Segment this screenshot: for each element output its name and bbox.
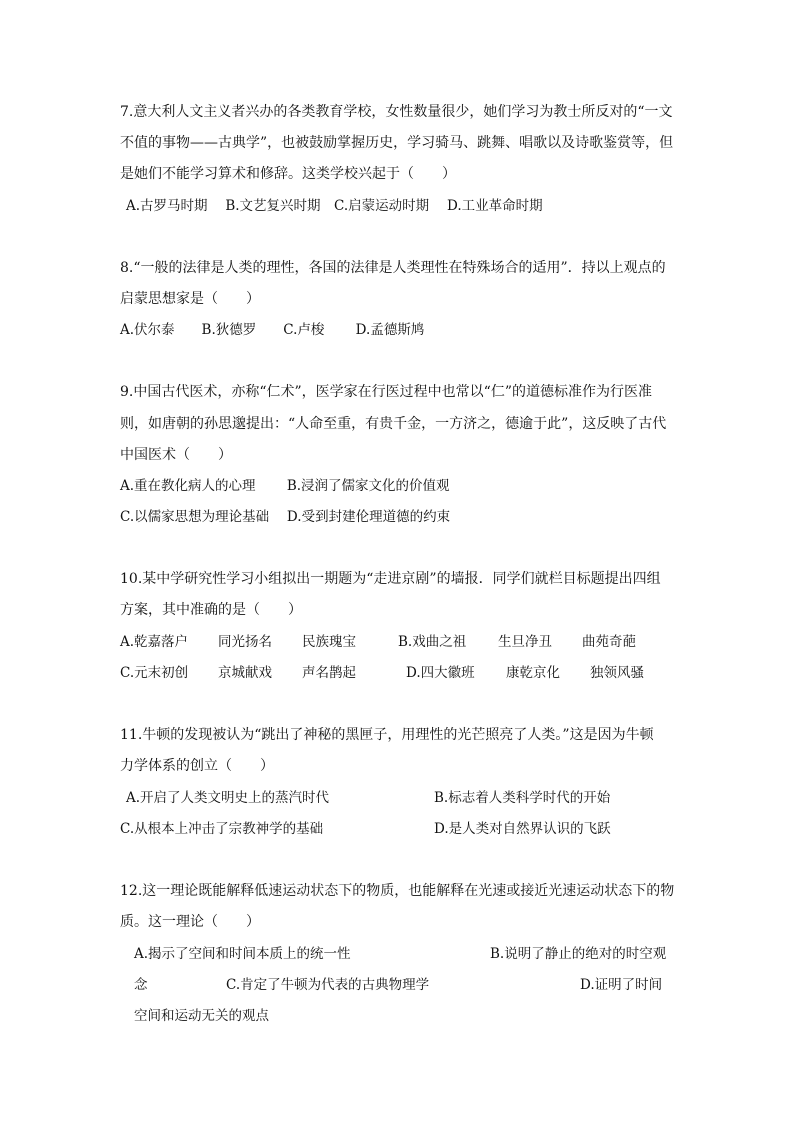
option-cell: D.是人类对自然界认识的飞跃 xyxy=(434,821,611,837)
option-cell: B.说明了静止的绝对的时空观 xyxy=(490,946,667,962)
question-text-line: 9.中国古代医术，亦称“仁术”，医学家在行医过程中也常以“仁”的道德标准作为行医准 xyxy=(120,384,652,400)
answer-options: A.伏尔泰 B.狄德罗 C.卢梭 D.孟德斯鸠 xyxy=(120,322,425,338)
option-cell: A.揭示了空间和时间本质上的统一性 xyxy=(134,946,351,962)
option-cell: B.戏曲之祖 xyxy=(398,634,467,650)
question-text-line: 是她们不能学习算术和修辞。这类学校兴起于（ ） xyxy=(120,166,456,182)
question-text-line: 10.某中学研究性学习小组拟出一期题为“走进京剧”的墙报．同学们就栏目标题提出四组 xyxy=(120,571,661,587)
question-text-line: 则，如唐朝的孙思邈提出：“人命至重，有贵千金，一方济之，德逾于此”，这反映了古代 xyxy=(120,416,667,432)
question-text-line: 质。这一理论（ ） xyxy=(120,914,260,930)
option-cell: 曲苑奇葩 xyxy=(582,634,636,650)
answer-options: A.古罗马时期 B.文艺复兴时期 C.启蒙运动时期 D.工业革命时期 xyxy=(126,198,543,214)
question-text-line: 中国医术（ ） xyxy=(120,447,232,463)
question-text-line: 12.这一理论既能解释低速运动状态下的物质，也能解释在光速或接近光速运动状态下的物 xyxy=(120,883,675,899)
option-cell: C.肯定了牛顿为代表的古典物理学 xyxy=(226,977,430,993)
question-text-line: 方案，其中准确的是（ ） xyxy=(120,602,302,618)
option-cell: C.元末初创 xyxy=(120,665,189,681)
option-cell: 声名鹊起 xyxy=(302,665,356,681)
option-cell: D.证明了时间 xyxy=(580,977,663,993)
option-cell: A.乾嘉落户 xyxy=(120,634,189,650)
option-cell: 空间和运动无关的观点 xyxy=(134,1008,269,1024)
option-cell: 民族瑰宝 xyxy=(302,634,356,650)
question-text-line: 不值的事物——古典学”，也被鼓励掌握历史，学习骑马、跳舞、唱歌以及诗歌鉴赏等，但 xyxy=(120,135,674,151)
option-cell: 生旦净丑 xyxy=(498,634,552,650)
answer-options: C.以儒家思想为理论基础 D.受到封建伦理道德的约束 xyxy=(120,509,451,525)
question-text-line: 11.牛顿的发现被认为“跳出了神秘的黑匣子，用理性的光芒照亮了人类。”这是因为牛顿 xyxy=(120,727,654,743)
question-text-line: 8.“一般的法律是人类的理性，各国的法律是人类理性在特殊场合的适用”．持以上观点的 xyxy=(120,260,666,276)
answer-options: A.重在教化病人的心理 B.浸润了儒家文化的价值观 xyxy=(120,478,450,494)
option-cell: D.四大徽班 xyxy=(406,665,475,681)
question-text-line: 力学体系的创立（ ） xyxy=(120,758,274,774)
option-cell: 同光扬名 xyxy=(218,634,272,650)
option-cell: 康乾京化 xyxy=(506,665,560,681)
question-text-line: 启蒙思想家是（ ） xyxy=(120,291,260,307)
option-cell: 京城献戏 xyxy=(218,665,272,681)
option-cell: C.从根本上冲击了宗教神学的基础 xyxy=(120,821,324,837)
option-cell: A.开启了人类文明史上的蒸汽时代 xyxy=(126,790,330,806)
option-cell: 念 xyxy=(134,977,148,993)
option-cell: B.标志着人类科学时代的开始 xyxy=(434,790,611,806)
option-cell: 独领风骚 xyxy=(590,665,644,681)
question-text-line: 7.意大利人文主义者兴办的各类教育学校，女性数量很少，她们学习为教士所反对的“一文 xyxy=(120,104,673,120)
